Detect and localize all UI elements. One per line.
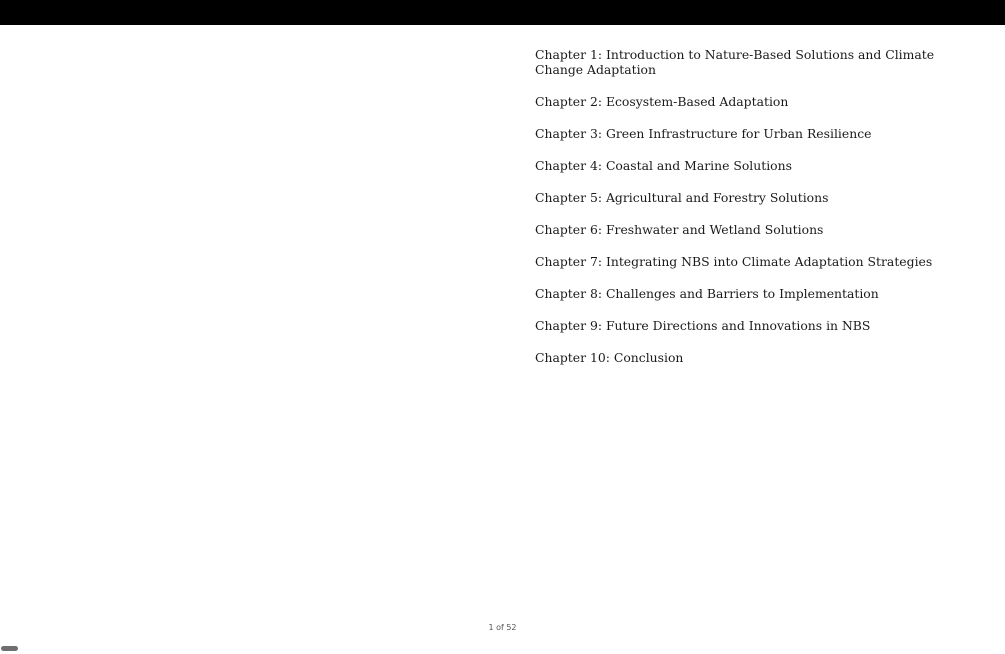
scroll-handle[interactable]: [1, 646, 18, 651]
toc-chapter-2[interactable]: Chapter 2: Ecosystem-Based Adaptation: [535, 94, 789, 109]
toc-chapter-8[interactable]: Chapter 8: Challenges and Barriers to Implementation: [535, 286, 879, 301]
toc-chapter-9[interactable]: Chapter 9: Future Directions and Innovations in NBS: [535, 318, 871, 333]
toc-chapter-3[interactable]: Chapter 3: Green Infrastructure for Urban Resilience: [535, 126, 872, 141]
toc-chapter-7[interactable]: Chapter 7: Integrating NBS into Climate Adaptation Strategies: [535, 254, 933, 269]
page-indicator: 1 of 52: [488, 623, 517, 632]
toc-chapter-6[interactable]: Chapter 6: Freshwater and Wetland Solutions: [535, 222, 824, 237]
table-of-contents: [535, 47, 935, 382]
toc-chapter-5[interactable]: Chapter 5: Agricultural and Forestry Solutions: [535, 190, 829, 205]
toc-chapter-10[interactable]: Chapter 10: Conclusion: [535, 350, 684, 365]
top-bar: [0, 0, 1005, 25]
toc-chapter-4[interactable]: Chapter 4: Coastal and Marine Solutions: [535, 158, 792, 173]
toc-chapter-1[interactable]: Chapter 1: Introduction to Nature-Based Solutions and Climate Change Adaptation: [535, 47, 935, 77]
